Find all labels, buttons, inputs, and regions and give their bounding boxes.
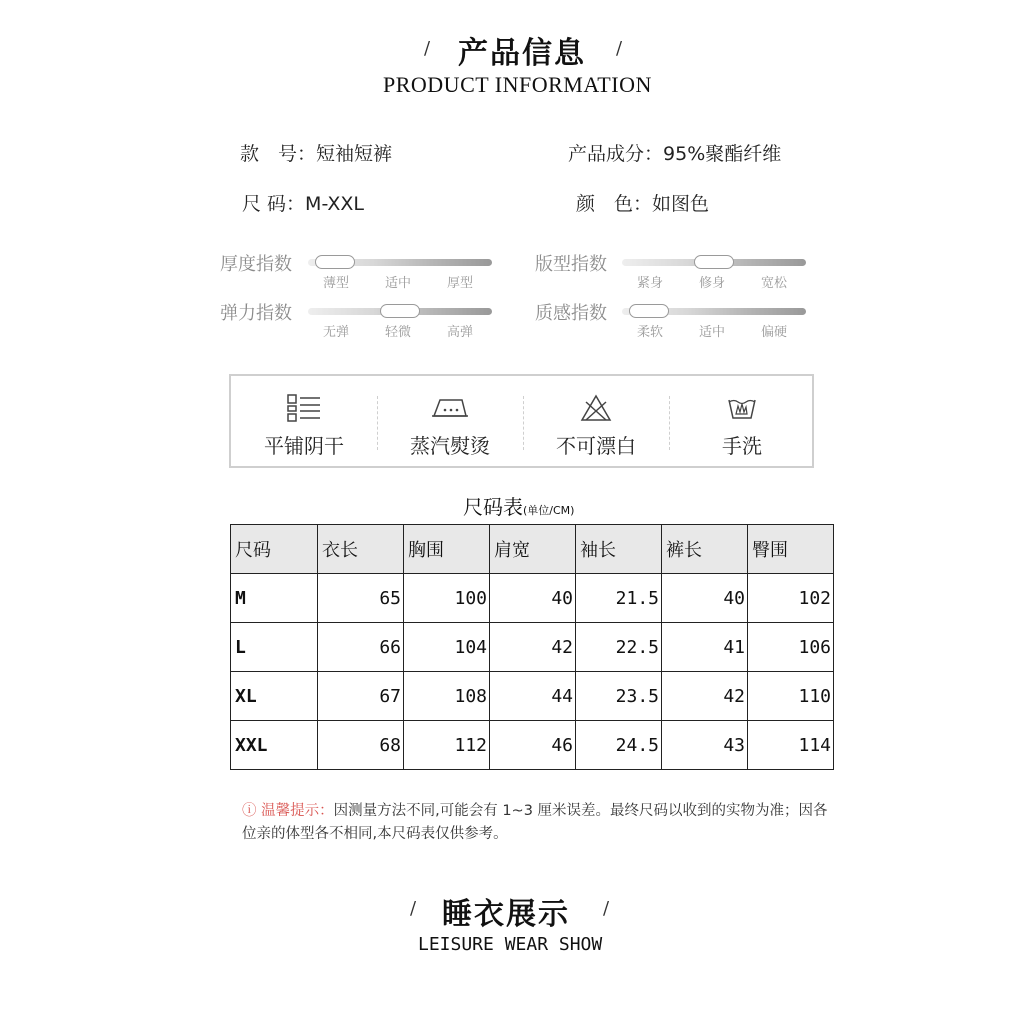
color-label: 颜 色： <box>576 193 653 215</box>
color-value: 如图色 <box>652 193 710 215</box>
size-range-label: 尺 码： <box>242 193 306 215</box>
table-cell: 66 <box>318 623 404 672</box>
table-cell: 21.5 <box>576 574 662 623</box>
table-cell: 46 <box>490 721 576 770</box>
table-cell: M <box>231 574 318 623</box>
slash-left: / <box>424 38 431 59</box>
table-header-cell: 肩宽 <box>490 525 576 574</box>
table-cell: 114 <box>748 721 834 770</box>
indicator-tick-label: 薄型 <box>323 276 350 291</box>
size-chart-unit: (单位/CM) <box>523 504 575 517</box>
indicator-tick-label: 紧身 <box>637 276 664 291</box>
table-cell: 41 <box>662 623 748 672</box>
material-value: 95%聚酯纤维 <box>663 143 782 165</box>
table-cell: 112 <box>404 721 490 770</box>
table-cell: 67 <box>318 672 404 721</box>
care-steam-iron <box>377 376 523 466</box>
table-header-row <box>231 525 834 574</box>
section-subtitle: LEISURE WEAR SHOW <box>418 934 603 955</box>
size-range-row <box>242 189 364 216</box>
color-row <box>576 189 709 216</box>
table-cell: 43 <box>662 721 748 770</box>
size-range-value: M-XXL <box>305 193 364 215</box>
style-number-value: 短袖短裤 <box>316 143 393 165</box>
indicator-label: 弹力指数 <box>220 303 292 324</box>
care-label: 平铺阴干 <box>264 434 344 458</box>
care-no-bleach <box>523 376 669 466</box>
page-title: 产品信息 <box>458 36 586 71</box>
care-instructions-box <box>229 374 814 468</box>
slash-right: / <box>616 38 623 59</box>
tip-label: 温馨提示： <box>261 803 334 819</box>
slash-right: / <box>603 898 610 919</box>
table-header-cell: 尺码 <box>231 525 318 574</box>
table-cell: 40 <box>490 574 576 623</box>
flat-dry-icon <box>287 394 321 422</box>
slash-left: / <box>410 898 417 919</box>
indicator-label: 厚度指数 <box>220 254 292 275</box>
indicator-tick-label: 宽松 <box>761 276 788 291</box>
table-cell: 106 <box>748 623 834 672</box>
indicator-knob <box>315 255 355 269</box>
care-label: 手洗 <box>722 434 762 458</box>
table-header-cell: 胸围 <box>404 525 490 574</box>
table-cell: XXL <box>231 721 318 770</box>
indicator-tick-label: 偏硬 <box>761 325 788 340</box>
tip-text: 因测量方法不同,可能会有 1~3 厘米误差。最终尺码以收到的实物为准；因各位亲的体型各不相同,本尺码表仅供参考。 <box>242 803 828 842</box>
table-cell: XL <box>231 672 318 721</box>
style-number-row <box>240 139 392 166</box>
table-header-cell: 衣长 <box>318 525 404 574</box>
size-chart-table <box>230 524 834 770</box>
table-cell: 104 <box>404 623 490 672</box>
info-icon: ⓘ <box>242 803 257 819</box>
table-cell: 23.5 <box>576 672 662 721</box>
indicator-tick-label: 柔软 <box>637 325 664 340</box>
steam-iron-icon <box>430 394 470 420</box>
table-cell: 22.5 <box>576 623 662 672</box>
table-row <box>231 672 834 721</box>
care-label: 蒸汽熨烫 <box>410 434 490 458</box>
table-header-cell: 袖长 <box>576 525 662 574</box>
table-cell: 40 <box>662 574 748 623</box>
indicator-knob <box>380 304 420 318</box>
material-row <box>568 139 781 166</box>
table-cell: L <box>231 623 318 672</box>
care-label: 不可漂白 <box>556 434 636 458</box>
indicator-tick-label: 轻微 <box>385 325 412 340</box>
table-header-cell: 裤长 <box>662 525 748 574</box>
table-cell: 102 <box>748 574 834 623</box>
table-cell: 42 <box>490 623 576 672</box>
indicator-tick-label: 无弹 <box>323 325 350 340</box>
table-header-cell: 臀围 <box>748 525 834 574</box>
table-cell: 44 <box>490 672 576 721</box>
table-cell: 108 <box>404 672 490 721</box>
table-cell: 24.5 <box>576 721 662 770</box>
indicator-tick-label: 高弹 <box>447 325 474 340</box>
size-chart-title <box>463 491 574 520</box>
hand-wash-icon <box>726 394 758 422</box>
table-row <box>231 574 834 623</box>
section-title: 睡衣展示 <box>442 897 570 932</box>
care-hand-wash <box>669 376 815 466</box>
page-subtitle: PRODUCT INFORMATION <box>383 72 652 97</box>
indicator-tick-label: 适中 <box>385 276 412 291</box>
table-cell: 65 <box>318 574 404 623</box>
indicator-knob <box>629 304 669 318</box>
size-chart-title-text: 尺码表 <box>463 495 523 519</box>
indicator-tick-label: 厚型 <box>447 276 474 291</box>
material-label: 产品成分： <box>568 143 664 165</box>
table-row <box>231 721 834 770</box>
indicator-label: 版型指数 <box>535 254 607 275</box>
indicator-knob <box>694 255 734 269</box>
style-number-label: 款 号： <box>240 143 317 165</box>
size-tip <box>242 800 842 846</box>
table-cell: 100 <box>404 574 490 623</box>
indicator-tick-label: 适中 <box>699 325 726 340</box>
table-cell: 110 <box>748 672 834 721</box>
no-bleach-icon <box>580 394 612 422</box>
table-cell: 68 <box>318 721 404 770</box>
table-row <box>231 623 834 672</box>
table-cell: 42 <box>662 672 748 721</box>
indicator-tick-label: 修身 <box>699 276 726 291</box>
care-flat-dry <box>231 376 377 466</box>
indicator-label: 质感指数 <box>535 303 607 324</box>
